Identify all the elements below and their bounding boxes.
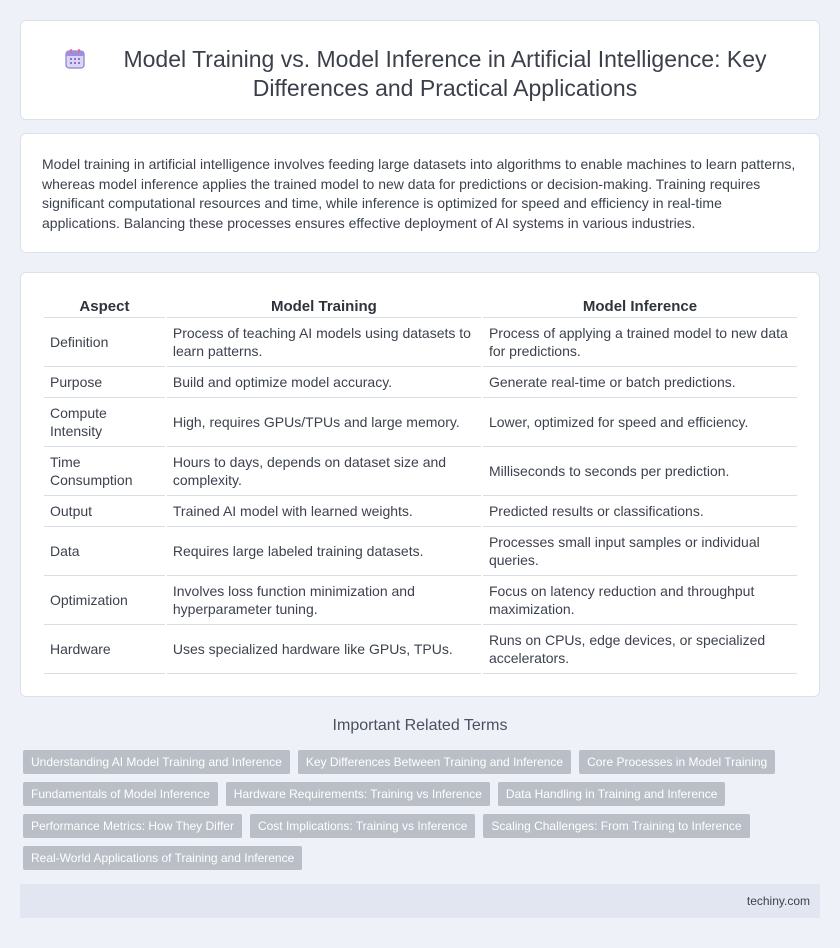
cell-inference: Process of applying a trained model to new data for predictions.	[483, 318, 797, 367]
related-term-tag[interactable]: Core Processes in Model Training	[579, 750, 775, 774]
related-term-tag[interactable]: Scaling Challenges: From Training to Inference	[483, 814, 749, 838]
summary-card	[20, 133, 820, 253]
header-model-training: Model Training	[167, 295, 481, 318]
cell-training: Process of teaching AI models using datasets to learn patterns.	[167, 318, 481, 367]
cell-training: Trained AI model with learned weights.	[167, 496, 481, 527]
cell-inference: Generate real-time or batch predictions.	[483, 367, 797, 398]
table-header-row	[44, 295, 797, 318]
tag-row	[23, 814, 793, 838]
page-title: Model Training vs. Model Inference in Artificial Intelligence: Key Differences and Practical Applications	[123, 46, 767, 101]
cell-inference: Predicted results or classifications.	[483, 496, 797, 527]
cell-training: Build and optimize model accuracy.	[167, 367, 481, 398]
cell-aspect: Output	[44, 496, 165, 527]
table-row	[44, 496, 797, 527]
related-term-tag[interactable]: Data Handling in Training and Inference	[498, 782, 725, 806]
title-card	[20, 20, 820, 120]
cell-training: Uses specialized hardware like GPUs, TPUs.	[167, 625, 481, 674]
header-aspect: Aspect	[44, 295, 165, 318]
tag-row	[23, 846, 793, 870]
related-terms-list	[23, 750, 793, 878]
comparison-card	[20, 272, 820, 697]
table-row	[44, 527, 797, 576]
related-term-tag[interactable]: Cost Implications: Training vs Inference	[250, 814, 475, 838]
cell-training: Involves loss function minimization and hyperparameter tuning.	[167, 576, 481, 625]
cell-inference: Processes small input samples or individual queries.	[483, 527, 797, 576]
table-row	[44, 367, 797, 398]
header-model-inference: Model Inference	[483, 295, 797, 318]
tag-row	[23, 782, 793, 806]
cell-inference: Lower, optimized for speed and efficiency.	[483, 398, 797, 447]
cell-aspect: Compute Intensity	[44, 398, 165, 447]
cell-aspect: Purpose	[44, 367, 165, 398]
related-term-tag[interactable]: Performance Metrics: How They Differ	[23, 814, 242, 838]
cell-inference: Focus on latency reduction and throughput maximization.	[483, 576, 797, 625]
table-row	[44, 576, 797, 625]
cell-training: Hours to days, depends on dataset size and complexity.	[167, 447, 481, 496]
related-term-tag[interactable]: Understanding AI Model Training and Inference	[23, 750, 290, 774]
cell-aspect: Hardware	[44, 625, 165, 674]
cell-aspect: Time Consumption	[44, 447, 165, 496]
cell-aspect: Optimization	[44, 576, 165, 625]
table-row	[44, 398, 797, 447]
related-term-tag[interactable]: Key Differences Between Training and Inference	[298, 750, 571, 774]
related-term-tag[interactable]: Fundamentals of Model Inference	[23, 782, 218, 806]
table-row	[44, 625, 797, 674]
related-term-tag[interactable]: Real-World Applications of Training and Inference	[23, 846, 302, 870]
cell-inference: Milliseconds to seconds per prediction.	[483, 447, 797, 496]
related-term-tag[interactable]: Hardware Requirements: Training vs Inference	[226, 782, 490, 806]
summary-text: Model training in artificial intelligence involves feeding large datasets into algorithms to enable machines to learn patterns, whereas model inference applies the trained model to new data for predictions or decision-making. Training requires significant computational resources and time, while inference is optimized for speed and efficiency in real-time applications. Balancing these processes ensures effective deployment of AI systems in various industries.	[42, 156, 796, 231]
table-row	[44, 318, 797, 367]
tag-row	[23, 750, 793, 774]
cell-training: Requires large labeled training datasets.	[167, 527, 481, 576]
site-name[interactable]: techiny.com	[746, 894, 810, 908]
related-terms-heading: Important Related Terms	[332, 717, 508, 734]
cell-aspect: Definition	[44, 318, 165, 367]
footer	[20, 884, 820, 918]
comparison-table	[42, 295, 799, 674]
cell-aspect: Data	[44, 527, 165, 576]
table-row	[44, 447, 797, 496]
cell-inference: Runs on CPUs, edge devices, or specialized accelerators.	[483, 625, 797, 674]
cell-training: High, requires GPUs/TPUs and large memory.	[167, 398, 481, 447]
